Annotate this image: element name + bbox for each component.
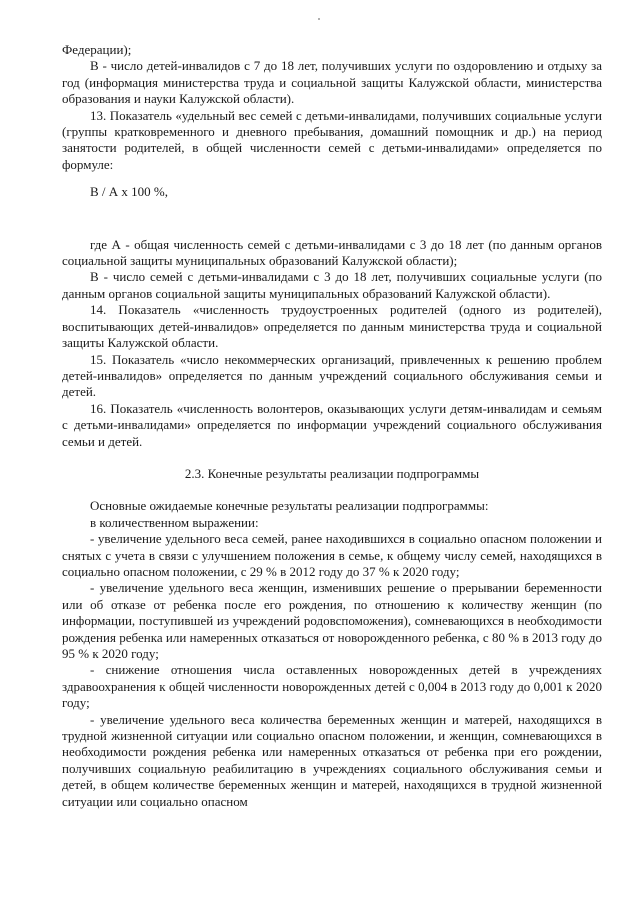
formula: В / А х 100 %, (90, 184, 168, 200)
paragraph-indicator-15: 15. Показатель «число некоммерческих организаций, привлеченных к решению проблем детей-инвалидов» определяется по данным учреждений социального обслуживания семьи и детей. (62, 351, 602, 400)
paragraph-b-definition: В - число семей с детьми-инвалидами с 3 до 18 лет, получивших социальные услуги (по данным органов социальной защиты муниципальных образований Калужской области). (62, 269, 602, 301)
paragraph-b-children: В - число детей-инвалидов с 7 до 18 лет, получивших услуги по оздоровлению и отдыху за год (информация министерства труда и социальной защиты Калужской области, министерства образования и науки Калужской области). (62, 58, 602, 107)
scan-artifact-dot (318, 18, 320, 20)
paragraph-result-women: - увеличение удельного веса женщин, изменивших решение о прерывании беременности или об отказе от ребенка после его рождения, по отношению к количеству женщин (по информации, поступившей из учреждений родовспоможения), сомневающихся в необходимости рождения ребенка или намеренных отказаться от новорожденного ребенка, с 80 % в 2013 году до 95 % к 2020 году; (62, 580, 602, 661)
paragraph-result-families: - увеличение удельного веса семей, ранее находившихся в социально опасном положении и снятых с учета в связи с улучшением положения в семье, к общему числу семей, находящихся в социально опасном положении, с 29 % в 2012 году до 37 % к 2020 году; (62, 531, 602, 579)
paragraph-quantitative: в количественном выражении: (90, 514, 259, 530)
section-heading: 2.3. Конечные результаты реализации подпрограммы (184, 465, 480, 481)
paragraph-indicator-16: 16. Показатель «численность волонтеров, оказывающих услуги детям-инвалидам и семьям с детьми-инвалидами» определяется по информации учреждений социального обслуживания семьи и детей. (62, 400, 602, 449)
paragraph-result-newborns: - снижение отношения числа оставленных новорожденных детей в учреждениях здравоохранения к общей численности новорожденных детей с 0,004 в 2013 году до 0,001 к 2020 году; (62, 662, 602, 711)
paragraph-indicator-13: 13. Показатель «удельный вес семей с детьми-инвалидами, получивших социальные услуги (группы кратковременного и дневного пребывания, домашний помощник и др.) на период занятости родителей, в общей численности семей с детьми-инвалидами» определяется по формуле: (62, 107, 602, 172)
paragraph-result-rehabilitation: - увеличение удельного веса количества беременных женщин и матерей, находящихся в трудной жизненной ситуации или социально опасном положении, и женщин, сомневающихся в необходимости рождения ребенка или намеренных отказаться от ребенка при его рождении, получивших социальную реабилитацию в учреждениях социального обслуживания семьи и детей, в общем количестве беременных женщин и матерей, находящихся в трудной жизненной ситуации или социально опасном (62, 711, 602, 809)
paragraph-federation-end: Федерации); (62, 42, 132, 57)
paragraph-a-definition: где А - общая численность семей с детьми-инвалидами с 3 до 18 лет (по данным органов социальной защиты муниципальных образований Калужской области); (62, 236, 602, 269)
paragraph-results-intro: Основные ожидаемые конечные результаты реализации подпрограммы: (90, 498, 489, 514)
paragraph-indicator-14: 14. Показатель «численность трудоустроенных родителей (одного из родителей), воспитывающих детей-инвалидов» определяется по данным министерства труда и социальной защиты Калужской области. (62, 302, 602, 351)
